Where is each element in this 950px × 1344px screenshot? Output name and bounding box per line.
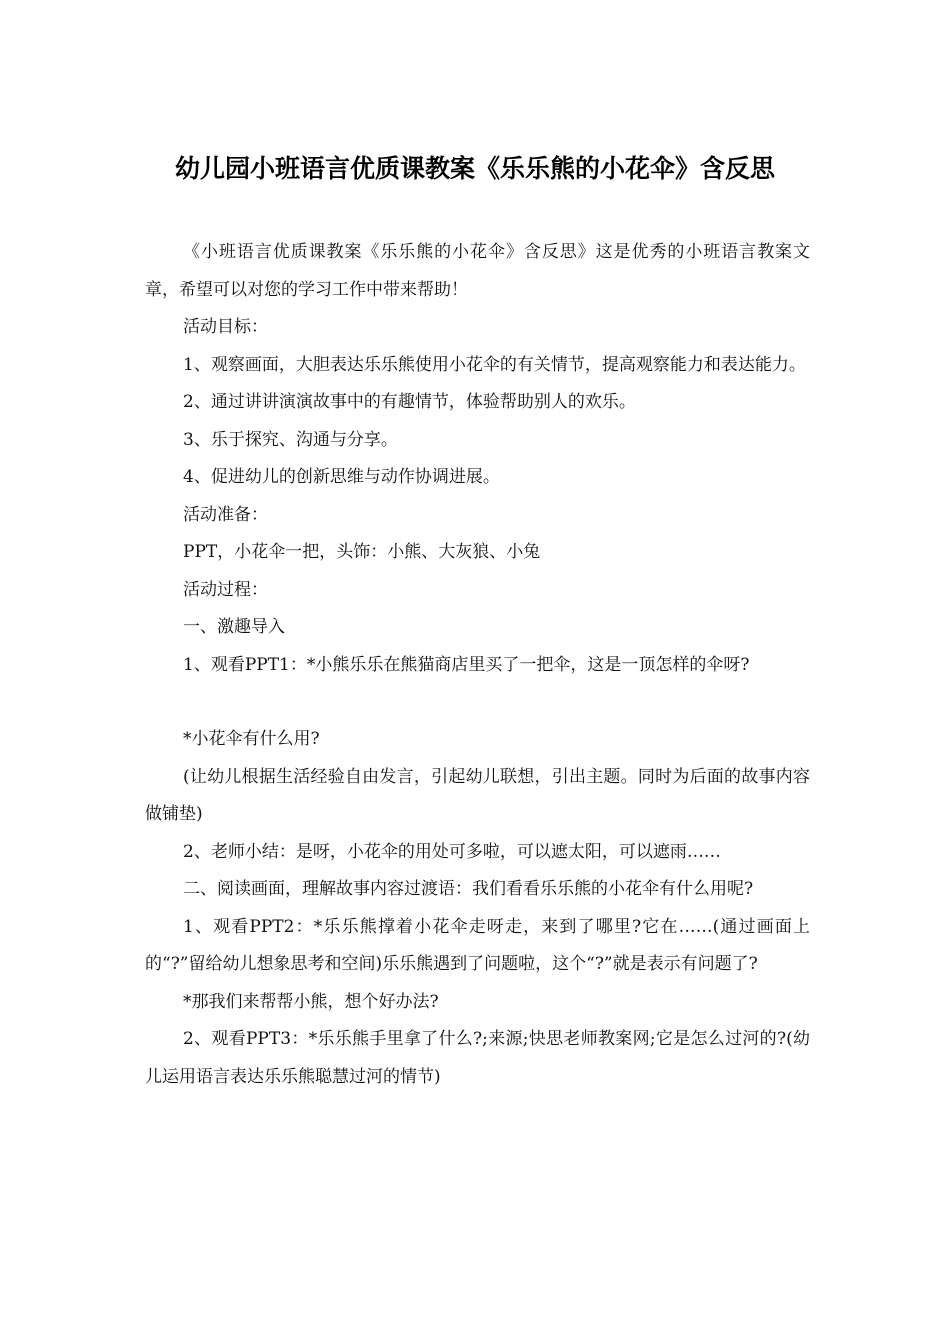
paragraph: PPT，小花伞一把，头饰：小熊、大灰狼、小兔 bbox=[183, 542, 541, 562]
paragraph: 1、观看PPT2：*乐乐熊撑着小花伞走呀走，来到了哪里?它在……(通过画面上的“?”留给幼儿想象思考和空间)乐乐熊遇到了问题啦，这个“?”就是表示有问题了? bbox=[145, 916, 810, 974]
document-body bbox=[145, 234, 810, 1096]
paragraph: (让幼儿根据生活经验自由发言，引起幼儿联想，引出主题。同时为后面的故事内容做铺垫) bbox=[145, 766, 810, 824]
paragraph: 4、促进幼儿的创新思维与动作协调进展。 bbox=[183, 467, 500, 487]
document-title: 幼儿园小班语言优质课教案《乐乐熊的小花伞》含反思 bbox=[174, 154, 775, 183]
paragraph: 活动目标： bbox=[183, 317, 268, 337]
paragraph: 活动过程： bbox=[183, 579, 268, 600]
paragraph: 活动准备： bbox=[183, 504, 268, 525]
paragraph: *小花伞有什么用? bbox=[183, 729, 320, 749]
paragraph: 二、阅读画面，理解故事内容过渡语：我们看看乐乐熊的小花伞有什么用呢? bbox=[183, 879, 754, 899]
paragraph: 一、激趣导入 bbox=[183, 617, 285, 637]
paragraph: 1、观察画面，大胆表达乐乐熊使用小花伞的有关情节，提高观察能力和表达能力。 bbox=[183, 354, 806, 375]
paragraph: 2、老师小结：是呀，小花伞的用处可多啦，可以遮太阳，可以遮雨…… bbox=[183, 841, 721, 862]
paragraph: 3、乐于探究、沟通与分享。 bbox=[183, 429, 398, 450]
paragraph: 1、观看PPT1：*小熊乐乐在熊猫商店里买了一把伞，这是一顶怎样的伞呀? bbox=[183, 654, 750, 675]
paragraph: 2、观看PPT3：*乐乐熊手里拿了什么?;来源;快思老师教案网;它是怎么过河的?(幼儿运用语言表达乐乐熊聪慧过河的情节) bbox=[145, 1029, 810, 1087]
paragraph: 2、通过讲讲演演故事中的有趣情节，体验帮助别人的欢乐。 bbox=[183, 392, 636, 412]
paragraph: 《小班语言优质课教案《乐乐熊的小花伞》含反思》这是优秀的小班语言教案文章，希望可以对您的学习工作中带来帮助！ bbox=[145, 242, 810, 300]
paragraph: *那我们来帮帮小熊，想个好办法? bbox=[183, 991, 439, 1012]
